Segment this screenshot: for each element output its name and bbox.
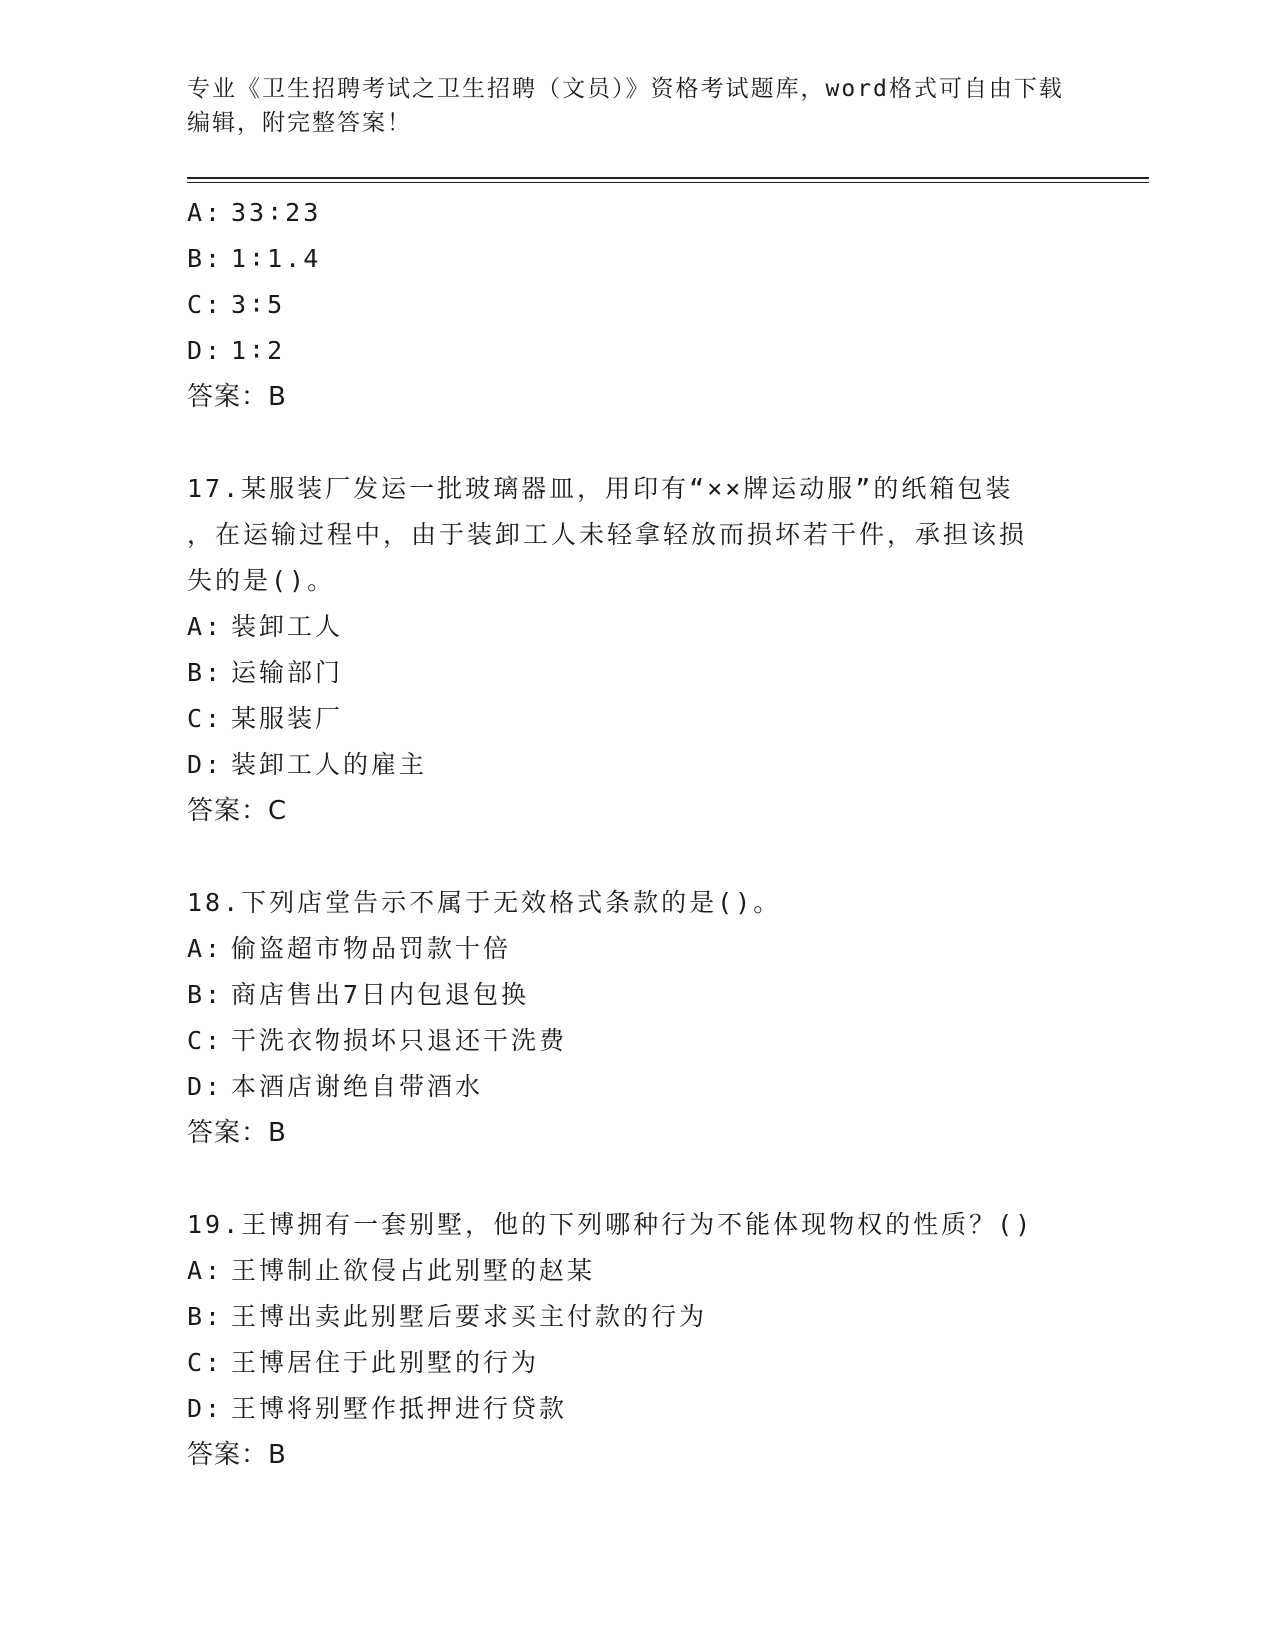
option-text: 本酒店谢绝自带酒水: [231, 1072, 484, 1101]
option-text: 王博出卖此别墅后要求买主付款的行为: [231, 1302, 708, 1331]
option-c: [187, 1018, 1087, 1064]
option-text: 运输部门: [231, 658, 344, 687]
question-17: [187, 466, 1087, 834]
answer-line: 答案：B: [187, 1440, 287, 1470]
option-label: A:: [187, 198, 224, 227]
option-text: 3∶5: [231, 290, 286, 319]
header-divider: [187, 177, 1149, 183]
option-text: 商店售出7日内包退包换: [231, 980, 530, 1009]
option-text: 偷盗超市物品罚款十倍: [231, 934, 512, 963]
answer-line: 答案：C: [187, 796, 288, 826]
option-b: [187, 236, 1087, 282]
option-text: 某服装厂: [231, 704, 344, 733]
question-stem-line: 失的是()。: [187, 566, 336, 595]
option-text: 王博居住于此别墅的行为: [231, 1348, 540, 1377]
option-label: D:: [187, 1072, 224, 1101]
option-label: D:: [187, 750, 224, 779]
option-b: [187, 1294, 1087, 1340]
option-label: C:: [187, 704, 224, 733]
answer-line: 答案：B: [187, 382, 287, 412]
option-d: [187, 1064, 1087, 1110]
question-16-options: [187, 190, 1087, 420]
option-text: 干洗衣物损坏只退还干洗费: [231, 1026, 568, 1055]
option-a: [187, 926, 1087, 972]
option-label: C:: [187, 1348, 224, 1377]
question-list: [187, 190, 1087, 1478]
option-label: B:: [187, 244, 224, 273]
spacer: [187, 1156, 1087, 1202]
option-label: A:: [187, 612, 224, 641]
document-header: [187, 72, 1087, 140]
option-label: B:: [187, 658, 224, 687]
option-text: 装卸工人: [231, 612, 344, 641]
question-stem-line: 17.某服装厂发运一批玻璃器皿，用印有“××牌运动服”的纸箱包装: [187, 474, 1014, 503]
option-text: 1∶1.4: [231, 244, 322, 273]
option-text: 装卸工人的雇主: [231, 750, 428, 779]
option-label: C:: [187, 290, 224, 319]
option-label: D:: [187, 1394, 224, 1423]
question-stem-line: ，在运输过程中，由于装卸工人未轻拿轻放而损坏若干件，承担该损: [187, 520, 1028, 549]
option-a: [187, 604, 1087, 650]
option-b: [187, 972, 1087, 1018]
option-label: A:: [187, 1256, 224, 1285]
option-text: 33∶23: [231, 198, 322, 227]
option-a: [187, 1248, 1087, 1294]
option-a: [187, 190, 1087, 236]
header-line-1: 专业《卫生招聘考试之卫生招聘（文员）》资格考试题库，word格式可自由下载: [187, 76, 1064, 102]
header-line-2: 编辑，附完整答案！: [187, 110, 412, 136]
spacer: [187, 420, 1087, 466]
option-text: 王博制止欲侵占此别墅的赵某: [231, 1256, 596, 1285]
answer-line: 答案：B: [187, 1118, 287, 1148]
option-d: [187, 742, 1087, 788]
option-b: [187, 650, 1087, 696]
spacer: [187, 834, 1087, 880]
question-stem-line: 18.下列店堂告示不属于无效格式条款的是()。: [187, 888, 782, 917]
option-text: 王博将别墅作抵押进行贷款: [231, 1394, 568, 1423]
question-19: [187, 1202, 1087, 1478]
option-label: A:: [187, 934, 224, 963]
option-label: B:: [187, 980, 224, 1009]
option-c: [187, 1340, 1087, 1386]
question-stem-line: 19.王博拥有一套别墅，他的下列哪种行为不能体现物权的性质？(): [187, 1210, 1034, 1239]
option-label: C:: [187, 1026, 224, 1055]
option-d: [187, 1386, 1087, 1432]
option-text: 1∶2: [231, 336, 286, 365]
option-c: [187, 282, 1087, 328]
option-c: [187, 696, 1087, 742]
question-18: [187, 880, 1087, 1156]
option-label: D:: [187, 336, 224, 365]
option-d: [187, 328, 1087, 374]
option-label: B:: [187, 1302, 224, 1331]
